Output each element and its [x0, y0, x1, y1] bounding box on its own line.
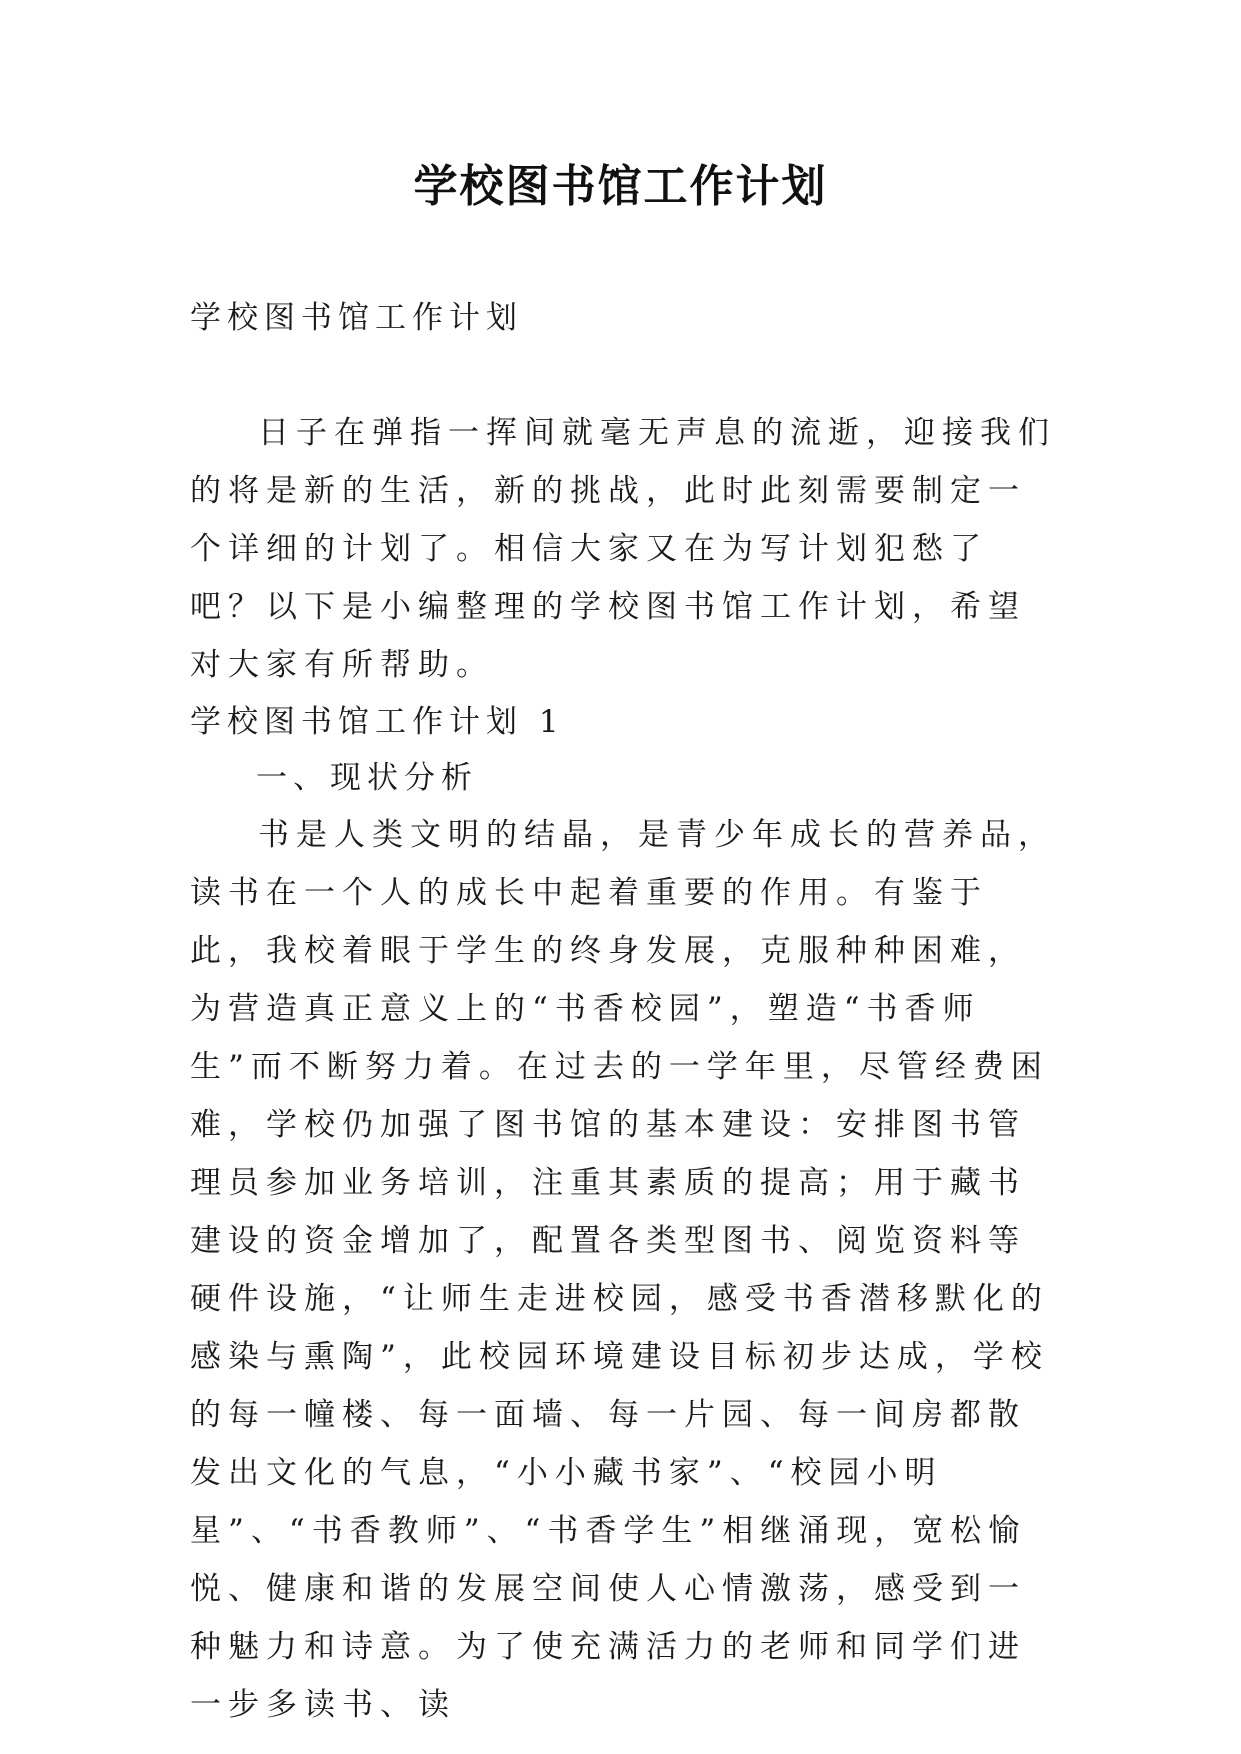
section-heading: 一、现状分析: [256, 760, 478, 796]
section-body-paragraph: 书是人类文明的结晶，是青少年成长的营养品，读书在一个人的成长中起着重要的作用。有鉴于此，我校着眼于学生的终身发展，克服种种困难，为营造真正意义上的“书香校园”，塑造“书香师生”而不断努力着。在过去的一学年里，尽管经费困难，学校仍加强了图书馆的基本建设：安排图书管理员参加业务培训，注重其素质的提高；用于藏书建设的资金增加了，配置各类型图书、阅览资料等硬件设施，“让师生走进校园，感受书香潜移默化的感染与熏陶”，此校园环境建设目标初步达成，学校的每一幢楼、每一面墙、每一片园、每一间房都散发出文化的气息，“小小藏书家”、“校园小明星”、“书香教师”、“书香学生”相继涌现，宽松愉悦、健康和谐的发展空间使人心情激荡，感受到一种魅力和诗意。为了使充满活力的老师和同学们进一步多读书、读: [190, 817, 1056, 1723]
document-subtitle: 学校图书馆工作计划: [190, 300, 523, 336]
intro-paragraph: 日子在弹指一挥间就毫无声息的流逝，迎接我们的将是新的生活，新的挑战，此时此刻需要制定一个详细的计划了。相信大家又在为写计划犯愁了吧？以下是小编整理的学校图书馆工作计划，希望对大家有所帮助。: [190, 415, 1056, 683]
section-title: 学校图书馆工作计划 1: [190, 704, 565, 740]
document-title: 学校图书馆工作计划: [413, 161, 828, 212]
